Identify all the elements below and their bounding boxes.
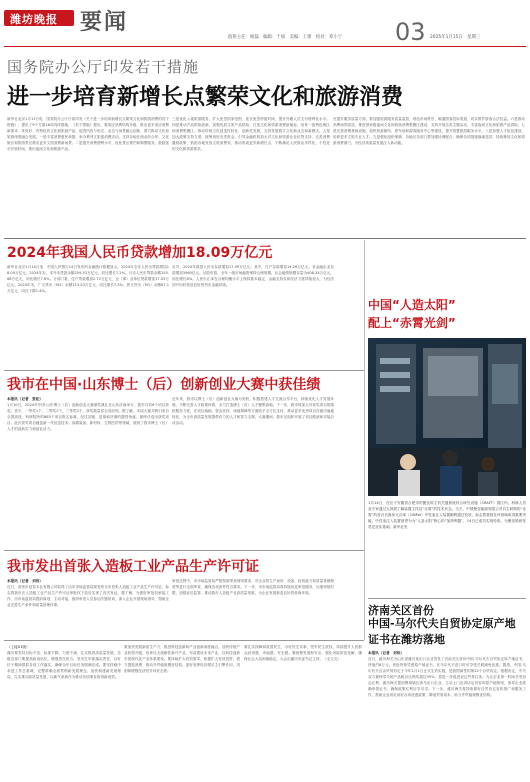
innovation-headline: 我市在中国·山东博士（后）创新创业大赛中获佳绩 (7, 377, 321, 393)
editors-line: 值班主任：杨磊 编辑：于斌 美编：王蕾 校对：邓小宁 (228, 35, 343, 40)
bottom-col1: 潍坊要坚持目标不变、标准不降、力度不减，扎实推进高质量发展，各级各部门要提高政治站位，增强责任担当，坚决扛牢抓落实责任，以钉钉子精神狠抓各项工作落实，确保全年目标任务圆满完成。要坚持稳中求进工作总基调，完整准确全面贯彻新发展理念，加快构建新发展格局，扎实推动高质量发展，以新气象新作为推动各项事业取得新成效。 (7, 651, 121, 679)
masthead (0, 0, 530, 52)
lead-col2: 三是优化入境旅游服务，扩大免签国家范围，延长免签停留时间，提升外籍人员支付便利化水平。四是推动产品供给创新，加强优质文旅产品供给，打造文化和旅游消费新地标，培育一批特色街区和消费集聚区，推动传统文化创造性转化、创新性发展，支持发展数字文化新业态和新模式。五是加大政策支持力度，统筹用好各类资金，引导金融机构加大对文化和旅游企业信贷支持，完善消费激励政策，鼓励各地发放文旅消费券，推动形成更多新增长点，不断满足人民群众多样化、个性化的文化和旅游需求。 (172, 117, 330, 151)
vessel-col1: 近日，高密市冠泰木业有限公司取得了由市市场监管局颁发的全市首张人造板工业产品生产许可证，标志着我市在人造板工业产品生产许可证审批权下放后实现了首次发证。据了解，为做好审批权承接工作，市市场监管局提前谋划、主动对接，组织审查人员参加专题培训，深入企业开展现场指导，帮助企业完善生产条件和质量管理体系。 (7, 585, 169, 607)
vessel-headline: 我市发出首张入造板工业产品生产许可证 (7, 559, 259, 575)
bottom-col2: 要加快发展新质生产力，推进科技创新和产业创新深度融合，加快传统产业转型升级，培育壮大战略性新兴产业，布局建设未来产业，以科技创新引领现代化产业体系建设。要持续扩大有效需求，积极扩大有效投资，着力提振消费，推动外贸稳规模优结构，更好发挥经济增长主引擎作用，巩固和增强经济回升向好态势。 (124, 645, 240, 673)
photo-image (368, 338, 526, 496)
vessel-divider (4, 640, 364, 641)
innovation-byline: 本报讯（记者 张松） (7, 397, 43, 401)
loans-divider (4, 370, 364, 371)
loans-col1: 新华社北京1月14日电 中国人民银行14日发布的金融统计数据显示，2024年全年人民币贷款增加18.09万亿元。2024年末，本外币贷款余额259.53万亿元，同比增长7.2%。月末人民币贷款余额255.68万亿元，同比增长7.6%。分部门看，住户贷款增加2.72万亿元，企（事）业单位贷款增加17.05万亿元。2024年末，广义货币（M2）余额313.53万亿元，同比增长7.3%；狭义货币（M1）余额67.1万亿元，同比下降1.4%。 (7, 265, 169, 293)
page-number: 03 (395, 18, 426, 46)
lead-divider (4, 238, 526, 239)
right-sub-headline: 中国-马尔代夫自贸协定原产地证书在潍坊落地 (368, 617, 516, 646)
photo-caption: 1月14日，在位于安徽省合肥市的聚变堆主机关键系统综合研究设施（CRAFT）园区内，科研人员及专家通过大屏展了解装置主体及“赤霄”的技术状态。当天，中国聚变能源有限公司自主研制的“赤霄”的首台长脉冲大功率（10MW）中性束注入装置顺利通过验收，标志着我国在该领域取得重要突破。中性束注入装置被誉为为“人造太阳”核心的“加热利器”，14日已成功实现验收，为聚变堆研发奠定坚实基础。新华社发 (368, 501, 526, 529)
column-divider (364, 240, 365, 640)
bottom-col3: 要扎实保障和改善民生，办好民生实事，兜牢民生底线，持续提升人民群众获得感、幸福感、安全感。要统筹发展和安全，强化风险防范化解，确保社会大局和谐稳定。大会由潍坊市委书记主持。（全文完） (244, 645, 362, 661)
lead-kicker: 国务院办公厅印发若干措施 (7, 58, 200, 76)
lead-col3: 在提升服务质量方面，要加强旅游服务质量监管，规范市场秩序，畅通游客投诉渠道，切实维护游客合法权益。六是推动消费场景改造，推进国家级夜间文化和旅游消费集聚区建设，支持开展各类主题活动，丰富夜间文化和旅游产品供给。七是完善消费基础设施，加快旅游厕所、停车场和游客服务中心等建设，提升智慧旅游服务水平。八是加强人才队伍建设，培养更多文旅专业人才。九是强化组织保障，各地区各部门要加强协调配合，确保各项措施落地见效，持续释放文化和旅游消费潜力，为经济高质量发展注入新动能。 (333, 117, 525, 145)
right-kicker: 中国“人造太阳” (368, 298, 456, 312)
logo-text: 潍坊晚报 (10, 13, 58, 26)
section-title: 要闻 (80, 10, 129, 35)
news-photo (368, 338, 526, 496)
right-body: 近日，潍坊海关为山东省潍坊某出口企业签发了济南关区首份中国-马尔代夫自贸协定原产地证书，货值约8万元。该批货物凭借原产地证书，在马尔代夫进口时可享受关税减免优惠。据悉，中国-马尔代夫自由贸易协定于今年1月1日正式生效实施，是我国商签的第22个自贸协定。根据协定，中马双方最终零关税产品税目比例均超过95%，将进一步促进双边贸易往来。为让企业第一时间享受协定红利，潍坊海关提前摸排辖区涉马出口企业，主动上门宣讲协定内容和原产地规则，指导企业准确申领证书，确保政策红利应享尽享。下一步，潍坊海关将持续做好自贸协定宣传推广和服务工作，帮助企业用足用好各项优惠政策，降低贸易成本，助力外贸稳规模优结构。 (368, 657, 526, 697)
innovation-divider (4, 550, 364, 551)
right-divider (368, 598, 526, 599)
innovation-col2: 近年来，我市以博士（后）创新创业大赛为契机，积极搭建人才交流合作平台，持续优化人才发展环境，不断完善人才政策体系，全力打造博士（后）人才聚集高地。下一步，我市将加大对获奖项目的跟踪服务力度，在项目落地、资金扶持、场地保障等方面给予全方位支持，推动更多优秀项目在潍坊落地转化，为全市高质量发展提供有力的人才和智力支撑。大赛期间，我市还组织开展了项目路演和对接洽谈活动。 (172, 397, 334, 425)
lead-headline: 进一步培育新增长点繁荣文化和旅游消费 (7, 85, 404, 110)
innovation-col1: 1月10日，2024年中国·山东博士（后）创新创业大赛颁奖典礼在山东济南举行，我市共有6个项目获奖，其中，一等奖1个，二等奖2个，三等奖3个，获奖数量居全省前列。据了解，本届大赛共吸引来自全国高校、科研院所的863个项目报名参赛，经过初赛、复赛和决赛的激烈角逐，最终评选出获奖项目。此次获奖项目涵盖新一代信息技术、高端装备、新材料、生物医药等领域，展现了我市博士（后）人才的创新实力和创业活力。 (7, 403, 169, 431)
masthead-rule (4, 46, 526, 47)
loans-headline: 2024年我国人民币贷款增加18.09万亿元 (7, 245, 273, 261)
right-headline: 配上“赤霄光剑” (368, 316, 456, 330)
date: 2025年1月15日 星期三 (430, 35, 481, 40)
continued-label: （上接01版） (7, 645, 30, 649)
lead-col1: 新华社北京1月13日电 国务院办公厅日前印发《关于进一步培育新增长点繁荣文化和旅游消费的若干措施》，提出了9个方面18项具体措施。《若干措施》提出，要适应消费结构升级，推出更多适应消费新需求、体验好、有特色的文化和旅游产品，促进内容与形式、业态与场景融合创新，着力推动文化和旅游深度融合发展。一是丰富消费惠民举措，举办系列文旅促消费活动，支持各地在商业综合体、文化街区和旅游景区推出更多文旅消费新场景。二是提升消费便利水平，优化景区预约和购票服务，鼓励延长开放时间，推出夜间文化和旅游产品。 (7, 117, 169, 151)
vessel-col2: 审批过程中，市市场监管局严格按照审查细则要求，对企业的生产场所、设备、检验能力和质量管理制度等进行全面审查，确保各项条件符合要求。下一步，市市场监管局将持续优化审批服务，压缩审批时限，加强证后监管，推动我市人造板产业高质量发展，为企业发展营造良好的营商环境。 (172, 579, 334, 595)
right-byline: 本报讯（记者 刘伟） (368, 651, 404, 655)
right-sub-kicker: 济南关区首份 (368, 604, 434, 617)
vessel-byline: 本报讯（记者 刘伟） (7, 579, 43, 583)
loans-col2: 另外，2024年我国人民币存款增加17.99万亿元。其中，住户存款增加14.26万亿元，非金融企业存款增加3960亿元。从股市看，全年一级市场融资保持合理规模，社会融资规模存量为408.34万亿元，同比增长8%。人民币汇率在合理均衡水平上保持基本稳定，金融支持实体经济力度持续加大，为经济回升向好营造良好的货币金融环境。 (172, 265, 334, 287)
